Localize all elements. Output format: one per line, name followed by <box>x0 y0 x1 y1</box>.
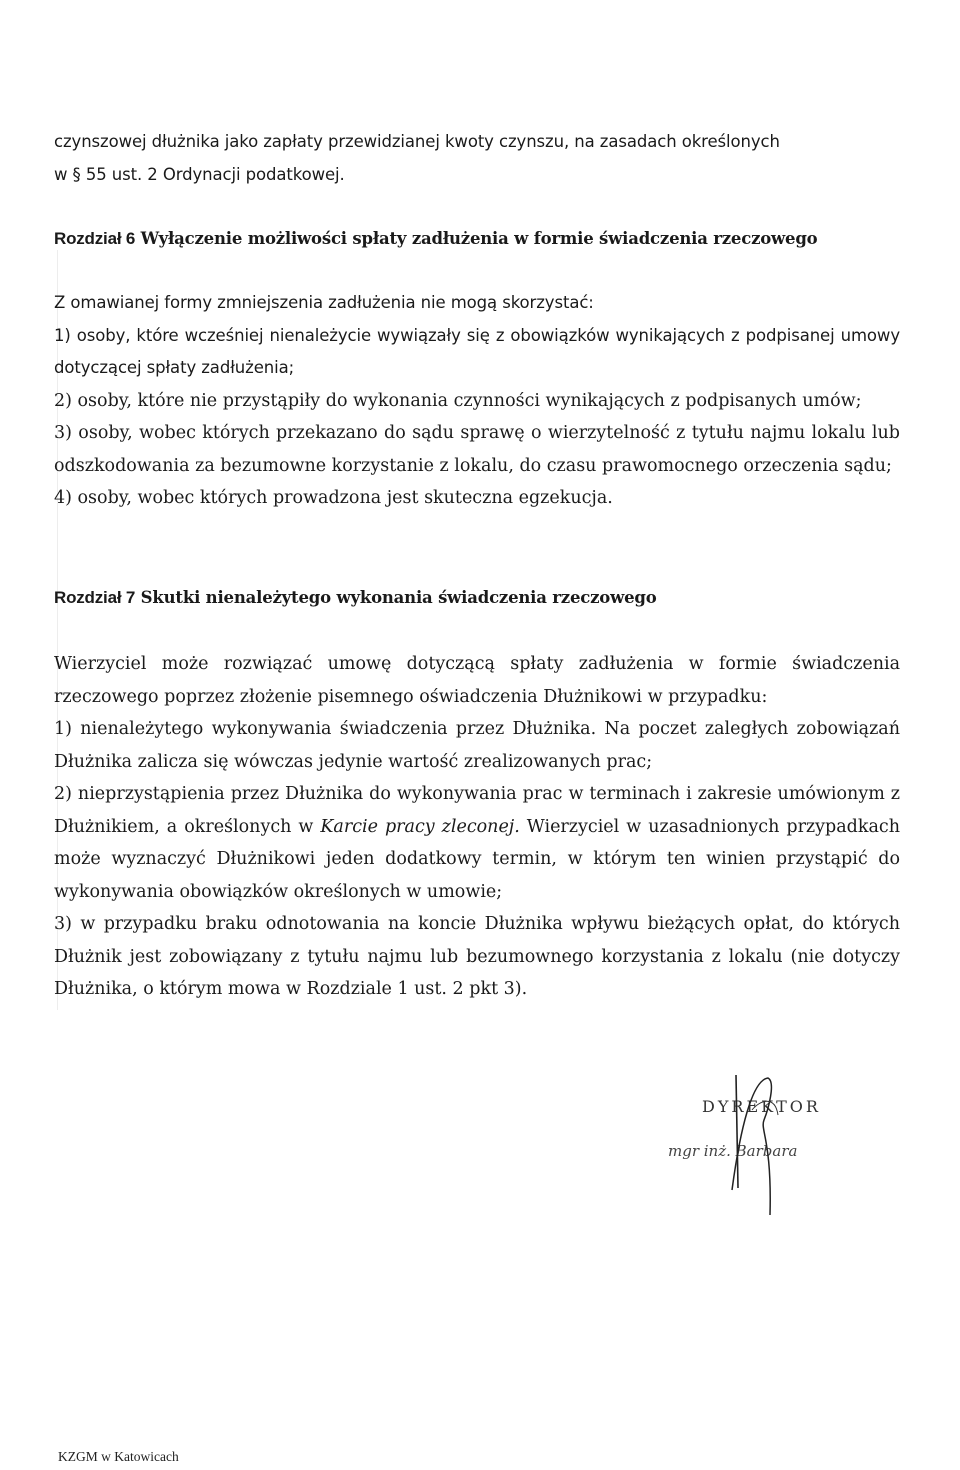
intro-paragraph <box>54 126 900 191</box>
section-6-heading <box>54 229 900 249</box>
signature-name: mgr inż. Barbara <box>668 1142 798 1160</box>
section-7-body <box>54 648 900 1006</box>
intro-line-1: czynszowej dłużnika jako zapłaty przewidzianej kwoty czynszu, na zasadach określonych <box>54 132 780 151</box>
section-7-title: Skutki nienależytego wykonania świadczenia rzeczowego <box>140 588 657 607</box>
footer-office: KZGM w Katowicach <box>58 1449 179 1464</box>
section-7-lead: Wierzyciel może rozwiązać umowę dotyczącą spłaty zadłużenia w formie świadczenia rzeczowego poprzez złożenie pisemnego oświadczenia Dłużnikowi w przypadku: <box>54 654 900 707</box>
section-7-item-3: 3) w przypadku braku odnotowania na koncie Dłużnika wpływu bieżących opłat, do których Dłużnik jest zobowiązany z tytułu najmu lub bezumownego korzystania z lokalu (nie dotyczy Dłużnika, o którym mowa w Rozdziale 1 ust. 2 pkt 3). <box>54 914 900 999</box>
karta-pracy-reference: Karcie pracy zleconej. <box>320 816 520 837</box>
section-7-label: Rozdział 7 <box>54 588 136 607</box>
signature-title: DYREKTOR <box>702 1097 821 1116</box>
section-6-item-4: 4) osoby, wobec których prowadzona jest skuteczna egzekucja. <box>54 488 613 508</box>
section-6-label: Rozdział 6 <box>54 229 136 248</box>
section-6-item-1: 1) osoby, które wcześniej nienależycie wywiązały się z obowiązków wynikających z podpisanej umowy dotyczącej spłaty zadłużenia; <box>54 325 900 377</box>
section-7-heading <box>54 588 900 608</box>
section-6-body <box>54 287 900 515</box>
signature-stamp <box>660 1070 880 1220</box>
section-6-item-2: 2) osoby, które nie przystąpiły do wykonania czynności wynikających z podpisanych umów; <box>54 390 862 411</box>
handwritten-signature-icon <box>660 1070 880 1220</box>
intro-line-2: w § 55 ust. 2 Ordynacji podatkowej. <box>54 164 345 184</box>
section-7-item-2: 2) nieprzystąpienia przez Dłużnika do wykonywania prac w terminach i zakresie umówionym z Dłużnikiem, a określonych w Karcie pracy zleconej. Wierzyciel w uzasadnionych przypadkach może wyznaczyć Dłużnikowi jeden dodatkowy termin, w którym ten winien przystąpić do wykonywania obowiązków określonych w umowie; <box>54 784 900 902</box>
section-6-title: Wyłączenie możliwości spłaty zadłużenia w formie świadczenia rzeczowego <box>140 229 818 248</box>
section-7-item-1: 1) nienależytego wykonywania świadczenia przez Dłużnika. Na poczet zaległych zobowiązań Dłużnika zalicza się wówczas jedynie wartość zrealizowanych prac; <box>54 719 900 772</box>
section-6-lead: Z omawianej formy zmniejszenia zadłużenia nie mogą skorzystać: <box>54 293 594 312</box>
section-6-item-3: 3) osoby, wobec których przekazano do sądu sprawę o wierzytelność z tytułu najmu lokalu lub odszkodowania za bezumowne korzystanie z lokalu, do czasu prawomocnego orzeczenia sądu; <box>54 423 900 476</box>
